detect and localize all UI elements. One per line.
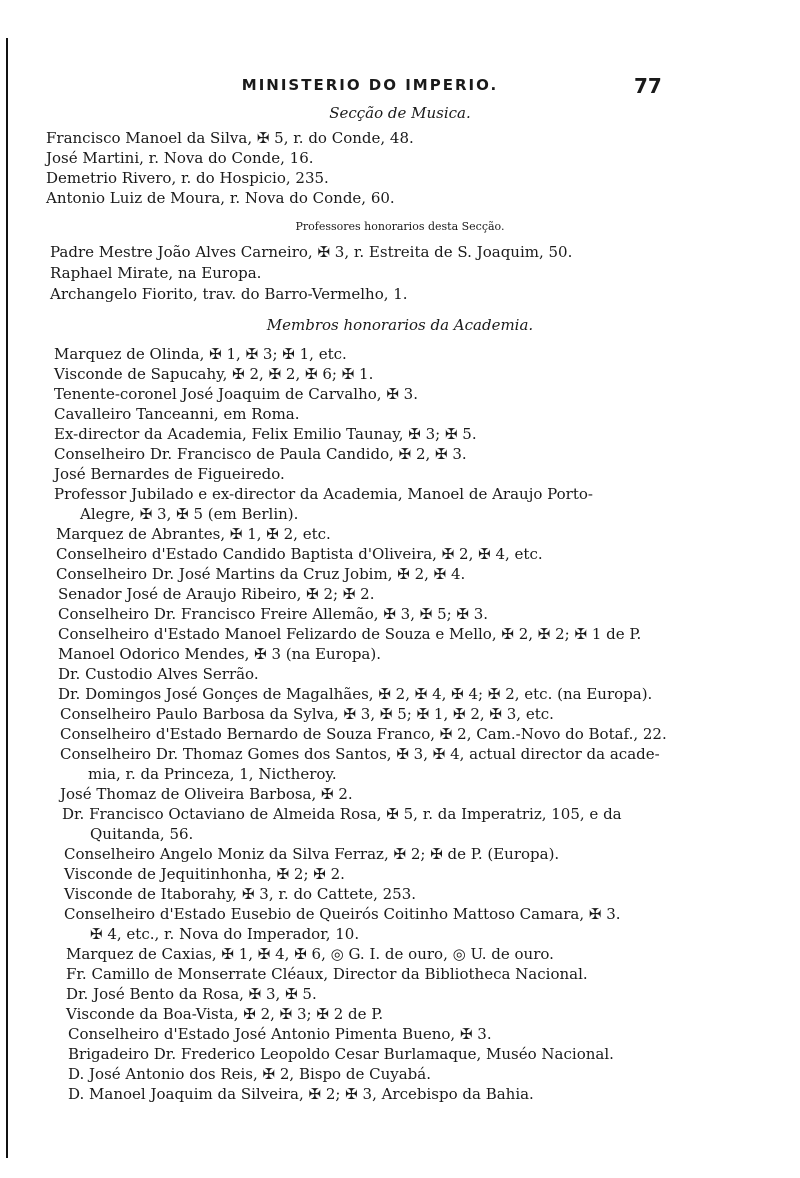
list-item: Fr. Camillo de Monserrate Cléaux, Director da Bibliotheca Nacional. xyxy=(66,965,588,983)
list-item: Dr. José Bento da Rosa, ✠ 3, ✠ 5. xyxy=(66,985,317,1003)
list-item: Conselheiro Paulo Barbosa da Sylva, ✠ 3, ✠ 5; ✠ 1, ✠ 2, ✠ 3, etc. xyxy=(60,705,554,723)
list-item-continuation: Quitanda, 56. xyxy=(90,825,194,843)
list-item: Padre Mestre João Alves Carneiro, ✠ 3, r. Estreita de S. Joaquim, 50. xyxy=(50,243,573,261)
section-heading-musica: Secção de Musica. xyxy=(329,104,471,122)
list-item: Archangelo Fiorito, trav. do Barro-Vermelho, 1. xyxy=(50,285,408,303)
list-item: Conselheiro d'Estado Bernardo de Souza Franco, ✠ 2, Cam.-Novo do Botaf., 22. xyxy=(60,725,667,743)
list-item: José Bernardes de Figueiredo. xyxy=(54,465,285,483)
list-item: Conselheiro d'Estado Manoel Felizardo de Souza e Mello, ✠ 2, ✠ 2; ✠ 1 de P. xyxy=(58,625,642,643)
list-item: Manoel Odorico Mendes, ✠ 3 (na Europa). xyxy=(58,645,381,663)
list-item: Conselheiro Dr. Francisco Freire Allemão, ✠ 3, ✠ 5; ✠ 3. xyxy=(58,605,489,623)
list-item: José Martini, r. Nova do Conde, 16. xyxy=(46,149,314,167)
list-item: Conselheiro Angelo Moniz da Silva Ferraz, ✠ 2; ✠ de P. (Europa). xyxy=(64,845,560,863)
section-heading-honorary-professors: Professores honorarios desta Secção. xyxy=(295,220,505,233)
list-item: Conselheiro Dr. Thomaz Gomes dos Santos, ✠ 3, ✠ 4, actual director da acade- xyxy=(60,745,660,763)
list-item: Demetrio Rivero, r. do Hospicio, 235. xyxy=(46,169,329,187)
list-item-continuation: mia, r. da Princeza, 1, Nictheroy. xyxy=(88,765,337,783)
list-item: Conselheiro d'Estado José Antonio Pimenta Bueno, ✠ 3. xyxy=(68,1025,492,1043)
list-item: José Thomaz de Oliveira Barbosa, ✠ 2. xyxy=(60,785,353,803)
list-item: Marquez de Abrantes, ✠ 1, ✠ 2, etc. xyxy=(56,525,331,543)
list-item: Visconde da Boa-Vista, ✠ 2, ✠ 3; ✠ 2 de P. xyxy=(66,1005,384,1023)
page-number: 77 xyxy=(634,74,662,98)
list-item: Brigadeiro Dr. Frederico Leopoldo Cesar Burlamaque, Muséo Nacional. xyxy=(68,1045,614,1063)
list-item: Dr. Francisco Octaviano de Almeida Rosa, ✠ 5, r. da Imperatriz, 105, e da xyxy=(62,805,622,823)
list-item: Visconde de Sapucahy, ✠ 2, ✠ 2, ✠ 6; ✠ 1. xyxy=(54,365,374,383)
list-item: Tenente-coronel José Joaquim de Carvalho, ✠ 3. xyxy=(54,385,418,403)
list-item: Marquez de Olinda, ✠ 1, ✠ 3; ✠ 1, etc. xyxy=(54,345,347,363)
list-item: Raphael Mirate, na Europa. xyxy=(50,264,262,282)
list-item: Conselheiro Dr. José Martins da Cruz Jobim, ✠ 2, ✠ 4. xyxy=(56,565,466,583)
list-item: D. Manoel Joaquim da Silveira, ✠ 2; ✠ 3, Arcebispo da Bahia. xyxy=(68,1085,534,1103)
list-item: Dr. Custodio Alves Serrão. xyxy=(58,665,259,683)
list-item: Cavalleiro Tanceanni, em Roma. xyxy=(54,405,300,423)
page-header xyxy=(0,74,800,104)
list-item: Conselheiro d'Estado Eusebio de Queirós Coitinho Mattoso Camara, ✠ 3. xyxy=(64,905,621,923)
list-item: Ex-director da Academia, Felix Emilio Taunay, ✠ 3; ✠ 5. xyxy=(54,425,477,443)
list-item: Professor Jubilado e ex-director da Academia, Manoel de Araujo Porto- xyxy=(54,485,593,503)
list-item: Antonio Luiz de Moura, r. Nova do Conde, 60. xyxy=(46,189,395,207)
list-item: Francisco Manoel da Silva, ✠ 5, r. do Conde, 48. xyxy=(46,129,414,147)
list-item: Conselheiro d'Estado Candido Baptista d'Oliveira, ✠ 2, ✠ 4, etc. xyxy=(56,545,543,563)
list-item-continuation: Alegre, ✠ 3, ✠ 5 (em Berlin). xyxy=(80,505,299,523)
page-title: MINISTERIO DO IMPERIO. xyxy=(241,76,499,94)
list-item: Senador José de Araujo Ribeiro, ✠ 2; ✠ 2. xyxy=(58,585,375,603)
list-item: Dr. Domingos José Gonçes de Magalhães, ✠ 2, ✠ 4, ✠ 4; ✠ 2, etc. (na Europa). xyxy=(58,685,653,703)
list-item: Visconde de Itaborahy, ✠ 3, r. do Cattete, 253. xyxy=(64,885,417,903)
list-item: Conselheiro Dr. Francisco de Paula Candido, ✠ 2, ✠ 3. xyxy=(54,445,467,463)
list-item: Marquez de Caxias, ✠ 1, ✠ 4, ✠ 6, ◎ G. I. de ouro, ◎ U. de ouro. xyxy=(66,945,554,963)
list-item: Visconde de Jequitinhonha, ✠ 2; ✠ 2. xyxy=(64,865,345,883)
list-item: D. José Antonio dos Reis, ✠ 2, Bispo de Cuyabá. xyxy=(68,1065,431,1083)
list-item-continuation: ✠ 4, etc., r. Nova do Imperador, 10. xyxy=(90,925,360,943)
section-heading-honorary-members: Membros honorarios da Academia. xyxy=(266,316,534,334)
